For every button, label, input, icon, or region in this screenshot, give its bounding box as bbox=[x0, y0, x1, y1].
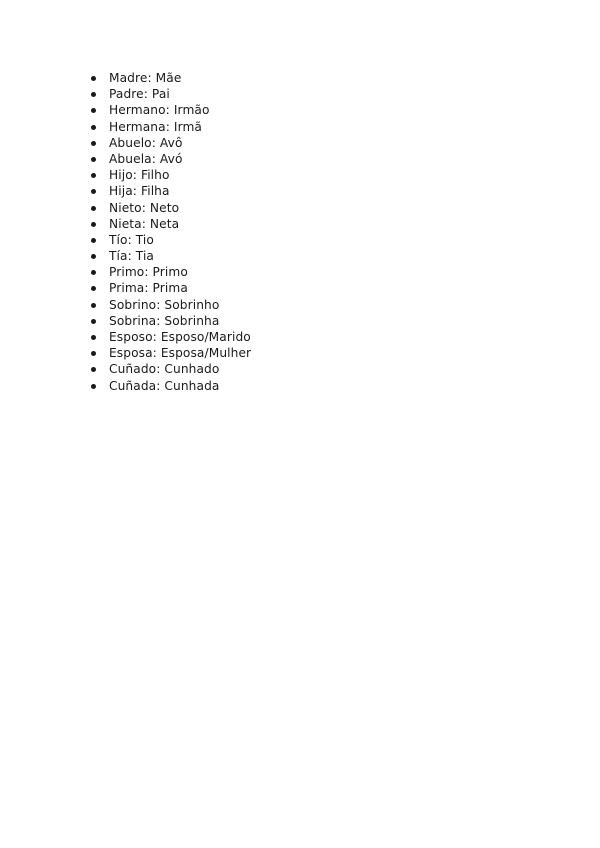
list-item-text: Primo: Primo bbox=[109, 265, 188, 280]
list-item-text: Cuñado: Cunhado bbox=[109, 362, 220, 377]
bullet-icon bbox=[91, 157, 96, 162]
list-item bbox=[90, 216, 251, 232]
list-item bbox=[90, 232, 251, 248]
list-item-text: Esposa: Esposa/Mulher bbox=[109, 346, 252, 361]
bullet-icon bbox=[91, 303, 96, 308]
list-item bbox=[90, 183, 251, 199]
list-item bbox=[90, 119, 251, 135]
list-item bbox=[90, 280, 251, 296]
list-item-text: Hermano: Irmão bbox=[109, 103, 210, 118]
list-item-text: Hija: Filha bbox=[109, 184, 170, 199]
bullet-icon bbox=[91, 270, 96, 275]
list-item-text: Padre: Pai bbox=[109, 87, 170, 102]
bullet-icon bbox=[91, 189, 96, 194]
bullet-icon bbox=[91, 319, 96, 324]
list-item bbox=[90, 313, 251, 329]
list-item bbox=[90, 361, 251, 377]
bullet-icon bbox=[91, 335, 96, 340]
bullet-icon bbox=[91, 254, 96, 259]
list-item bbox=[90, 264, 251, 280]
list-item bbox=[90, 378, 251, 394]
bullet-icon bbox=[91, 238, 96, 243]
list-item bbox=[90, 297, 251, 313]
list-item-text: Prima: Prima bbox=[109, 281, 188, 296]
bullet-icon bbox=[91, 367, 96, 372]
bullet-icon bbox=[91, 384, 96, 389]
list-item bbox=[90, 86, 251, 102]
list-item bbox=[90, 200, 251, 216]
bullet-icon bbox=[91, 108, 96, 113]
list-item bbox=[90, 135, 251, 151]
list-item-text: Hermana: Irmã bbox=[109, 119, 203, 134]
list-item-text: Cuñada: Cunhada bbox=[109, 378, 220, 393]
list-item-text: Madre: Mãe bbox=[109, 71, 182, 85]
bullet-icon bbox=[91, 76, 96, 81]
list-item bbox=[90, 329, 251, 345]
bullet-icon bbox=[91, 141, 96, 146]
list-item bbox=[90, 70, 251, 86]
list-item-text: Sobrino: Sobrinho bbox=[109, 297, 220, 312]
list-item-text: Nieta: Neta bbox=[109, 216, 180, 231]
list-item bbox=[90, 102, 251, 118]
list-item-text: Abuelo: Avô bbox=[109, 135, 183, 150]
list-item-text: Nieto: Neto bbox=[109, 200, 180, 215]
bullet-icon bbox=[91, 173, 96, 178]
list-item-text: Sobrina: Sobrinha bbox=[109, 313, 220, 328]
list-item-text: Esposo: Esposo/Marido bbox=[109, 330, 251, 344]
bullet-icon bbox=[91, 351, 96, 356]
bullet-icon bbox=[91, 125, 96, 130]
list-item-text: Tío: Tio bbox=[109, 232, 154, 247]
family-vocabulary-list bbox=[90, 70, 251, 394]
list-item bbox=[90, 167, 251, 183]
list-item-text: Hijo: Filho bbox=[109, 168, 170, 183]
list-item bbox=[90, 248, 251, 264]
list-item bbox=[90, 151, 251, 167]
list-item bbox=[90, 345, 251, 361]
list-item-text: Abuela: Avó bbox=[109, 151, 183, 166]
bullet-icon bbox=[91, 222, 96, 227]
bullet-icon bbox=[91, 92, 96, 97]
list-item-text: Tía: Tia bbox=[109, 249, 155, 264]
bullet-icon bbox=[91, 286, 96, 291]
bullet-icon bbox=[91, 206, 96, 211]
